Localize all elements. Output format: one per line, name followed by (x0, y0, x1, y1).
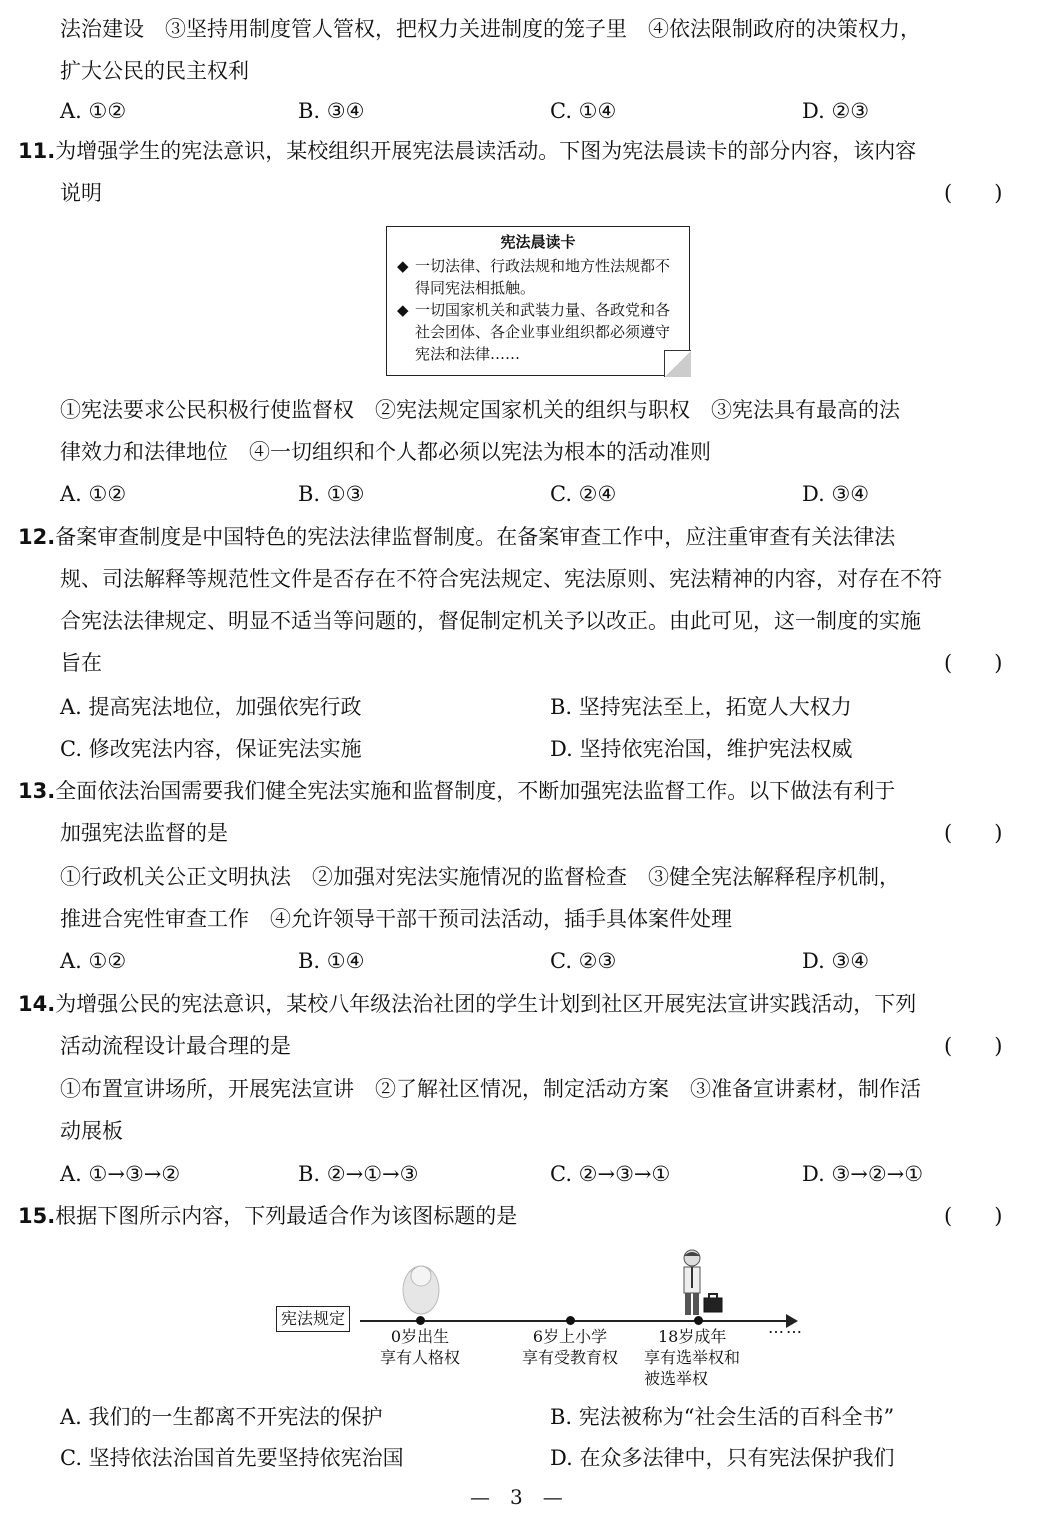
q10-line2: 扩大公民的民主权利 (60, 59, 249, 83)
q13-line2: 加强宪法监督的是 (60, 821, 228, 845)
q14-number: 14. (18, 992, 56, 1016)
q11-option-a: A. ①② (60, 482, 127, 506)
q10-option-d: D. ②③ (802, 99, 870, 123)
q12-option-a: A. 提高宪法地位，加强依宪行政 (60, 695, 362, 719)
timeline-right: 享有人格权 (379, 1348, 460, 1367)
q14-stem (18, 989, 916, 1019)
q12-line2: 规、司法解释等规范性文件是否存在不符合宪法规定、宪法原则、宪法精神的内容，对存在不符 (60, 567, 942, 591)
q15-option-a: A. 我们的一生都离不开宪法的保护 (60, 1405, 383, 1429)
timeline-point (694, 1316, 703, 1325)
adult-with-briefcase-icon (672, 1248, 728, 1320)
reading-card (386, 226, 690, 376)
page-curl-icon (664, 350, 691, 377)
reading-card-item-text: 一切国家机关和武装力量、各政党和各社会团体、各企业事业组织都必须遵守宪法和法律…… (415, 301, 671, 363)
q14-option-c: C. ②→③→① (550, 1162, 671, 1186)
reading-card-item (397, 255, 679, 299)
q10-option-b: B. ③④ (298, 99, 365, 123)
diamond-bullet-icon: ◆ (397, 301, 409, 319)
timeline-right: 享有受教育权 (521, 1348, 618, 1367)
q12-line3: 合宪法法律规定、明显不适当等问题的，督促制定机关予以改正。由此可见，这一制度的实施 (60, 609, 921, 633)
q13-stem (18, 776, 895, 806)
timeline-age: 18岁成年 (658, 1327, 727, 1346)
q10-option-a: A. ①② (60, 99, 127, 123)
q10-line1: 法治建设 ③坚持用制度管人管权，把权力关进制度的笼子里 ④依法限制政府的决策权力， (60, 17, 921, 41)
q11-line2: 说明 (60, 181, 102, 205)
q14-statement-line2: 动展板 (60, 1119, 123, 1143)
q13-option-d: D. ③④ (802, 949, 870, 973)
q14-answer-bracket: ( ) (944, 1034, 1003, 1058)
timeline-point-label (368, 1326, 472, 1368)
q10-option-c: C. ①④ (550, 99, 617, 123)
timeline-age: 6岁上小学 (532, 1327, 608, 1346)
q15-option-d: D. 在众多法律中，只有宪法保护我们 (550, 1446, 895, 1470)
timeline-point (416, 1316, 425, 1325)
diamond-bullet-icon: ◆ (397, 257, 409, 275)
q12-number: 12. (18, 525, 56, 549)
timeline-point-label (510, 1326, 630, 1368)
q12-answer-bracket: ( ) (944, 651, 1003, 675)
baby-icon (398, 1254, 444, 1316)
timeline-point (566, 1316, 575, 1325)
q15-option-c: C. 坚持依法治国首先要坚持依宪治国 (60, 1446, 404, 1470)
q11-line1: 为增强学生的宪法意识，某校组织开展宪法晨读活动。下图为宪法晨读卡的部分内容，该内容 (55, 139, 917, 163)
reading-card-title: 宪法晨读卡 (500, 233, 576, 251)
q13-line1: 全面依法治国需要我们健全宪法实施和监督制度，不断加强宪法监督工作。以下做法有利于 (55, 779, 896, 803)
q14-option-a: A. ①→③→② (60, 1162, 181, 1186)
timeline-right: 被选举权 (644, 1369, 709, 1388)
q14-option-b: B. ②→①→③ (298, 1162, 419, 1186)
q14-line1: 为增强公民的宪法意识，某校八年级法治社团的学生计划到社区开展宪法宣讲实践活动，下列 (55, 992, 917, 1016)
q11-option-d: D. ③④ (802, 482, 870, 506)
q13-answer-bracket: ( ) (944, 821, 1003, 845)
q11-answer-bracket: ( ) (944, 181, 1003, 205)
q15-number: 15. (18, 1204, 56, 1228)
q13-statement-line1: ①行政机关公正文明执法 ②加强对宪法实施情况的监督检查 ③健全宪法解释程序机制， (60, 865, 900, 889)
q12-line1: 备案审查制度是中国特色的宪法法律监督制度。在备案审查工作中，应注重审查有关法律法 (55, 525, 896, 549)
q11-option-b: B. ①③ (298, 482, 365, 506)
q11-stem (18, 136, 916, 166)
q15-answer-bracket: ( ) (944, 1204, 1003, 1228)
q12-option-b: B. 坚持宪法至上，拓宽人大权力 (550, 695, 852, 719)
q14-option-d: D. ③→②→① (802, 1162, 924, 1186)
q12-option-c: C. 修改宪法内容，保证宪法实施 (60, 737, 362, 761)
q14-line2: 活动流程设计最合理的是 (60, 1034, 291, 1058)
q13-option-c: C. ②③ (550, 949, 617, 973)
q13-option-b: B. ①④ (298, 949, 365, 973)
q14-statement-line1: ①布置宣讲场所，开展宪法宣讲 ②了解社区情况，制定活动方案 ③准备宣讲素材，制作活 (60, 1077, 921, 1101)
q12-line4: 旨在 (60, 651, 102, 675)
timeline-point-label (644, 1326, 764, 1389)
timeline-label-box: 宪法规定 (276, 1306, 350, 1332)
q15-option-b: B. 宪法被称为“社会生活的百科全书” (550, 1405, 895, 1429)
q11-option-c: C. ②④ (550, 482, 617, 506)
timeline-ellipsis: …… (768, 1318, 804, 1337)
reading-card-item-text: 一切法律、行政法规和地方性法规都不得同宪法相抵触。 (415, 257, 671, 297)
q12-stem (18, 522, 895, 552)
timeline-right: 享有选举权和 (644, 1348, 741, 1367)
q11-number: 11. (18, 139, 56, 163)
q13-statement-line2: 推进合宪性审查工作 ④允许领导干部干预司法活动，插手具体案件处理 (60, 907, 732, 931)
constitution-timeline (260, 1248, 820, 1398)
page-number: — 3 — (470, 1485, 563, 1509)
q13-number: 13. (18, 779, 56, 803)
q15-line1: 根据下图所示内容，下列最适合作为该图标题的是 (55, 1204, 518, 1228)
timeline-age: 0岁出生 (390, 1327, 450, 1346)
q11-statement-line2: 律效力和法律地位 ④一切组织和个人都必须以宪法为根本的活动准则 (60, 440, 711, 464)
q15-stem (18, 1201, 517, 1231)
reading-card-item (397, 299, 679, 365)
q11-statement-line1: ①宪法要求公民积极行使监督权 ②宪法规定国家机关的组织与职权 ③宪法具有最高的法 (60, 398, 900, 422)
q12-option-d: D. 坚持依宪治国，维护宪法权威 (550, 737, 853, 761)
q13-option-a: A. ①② (60, 949, 127, 973)
